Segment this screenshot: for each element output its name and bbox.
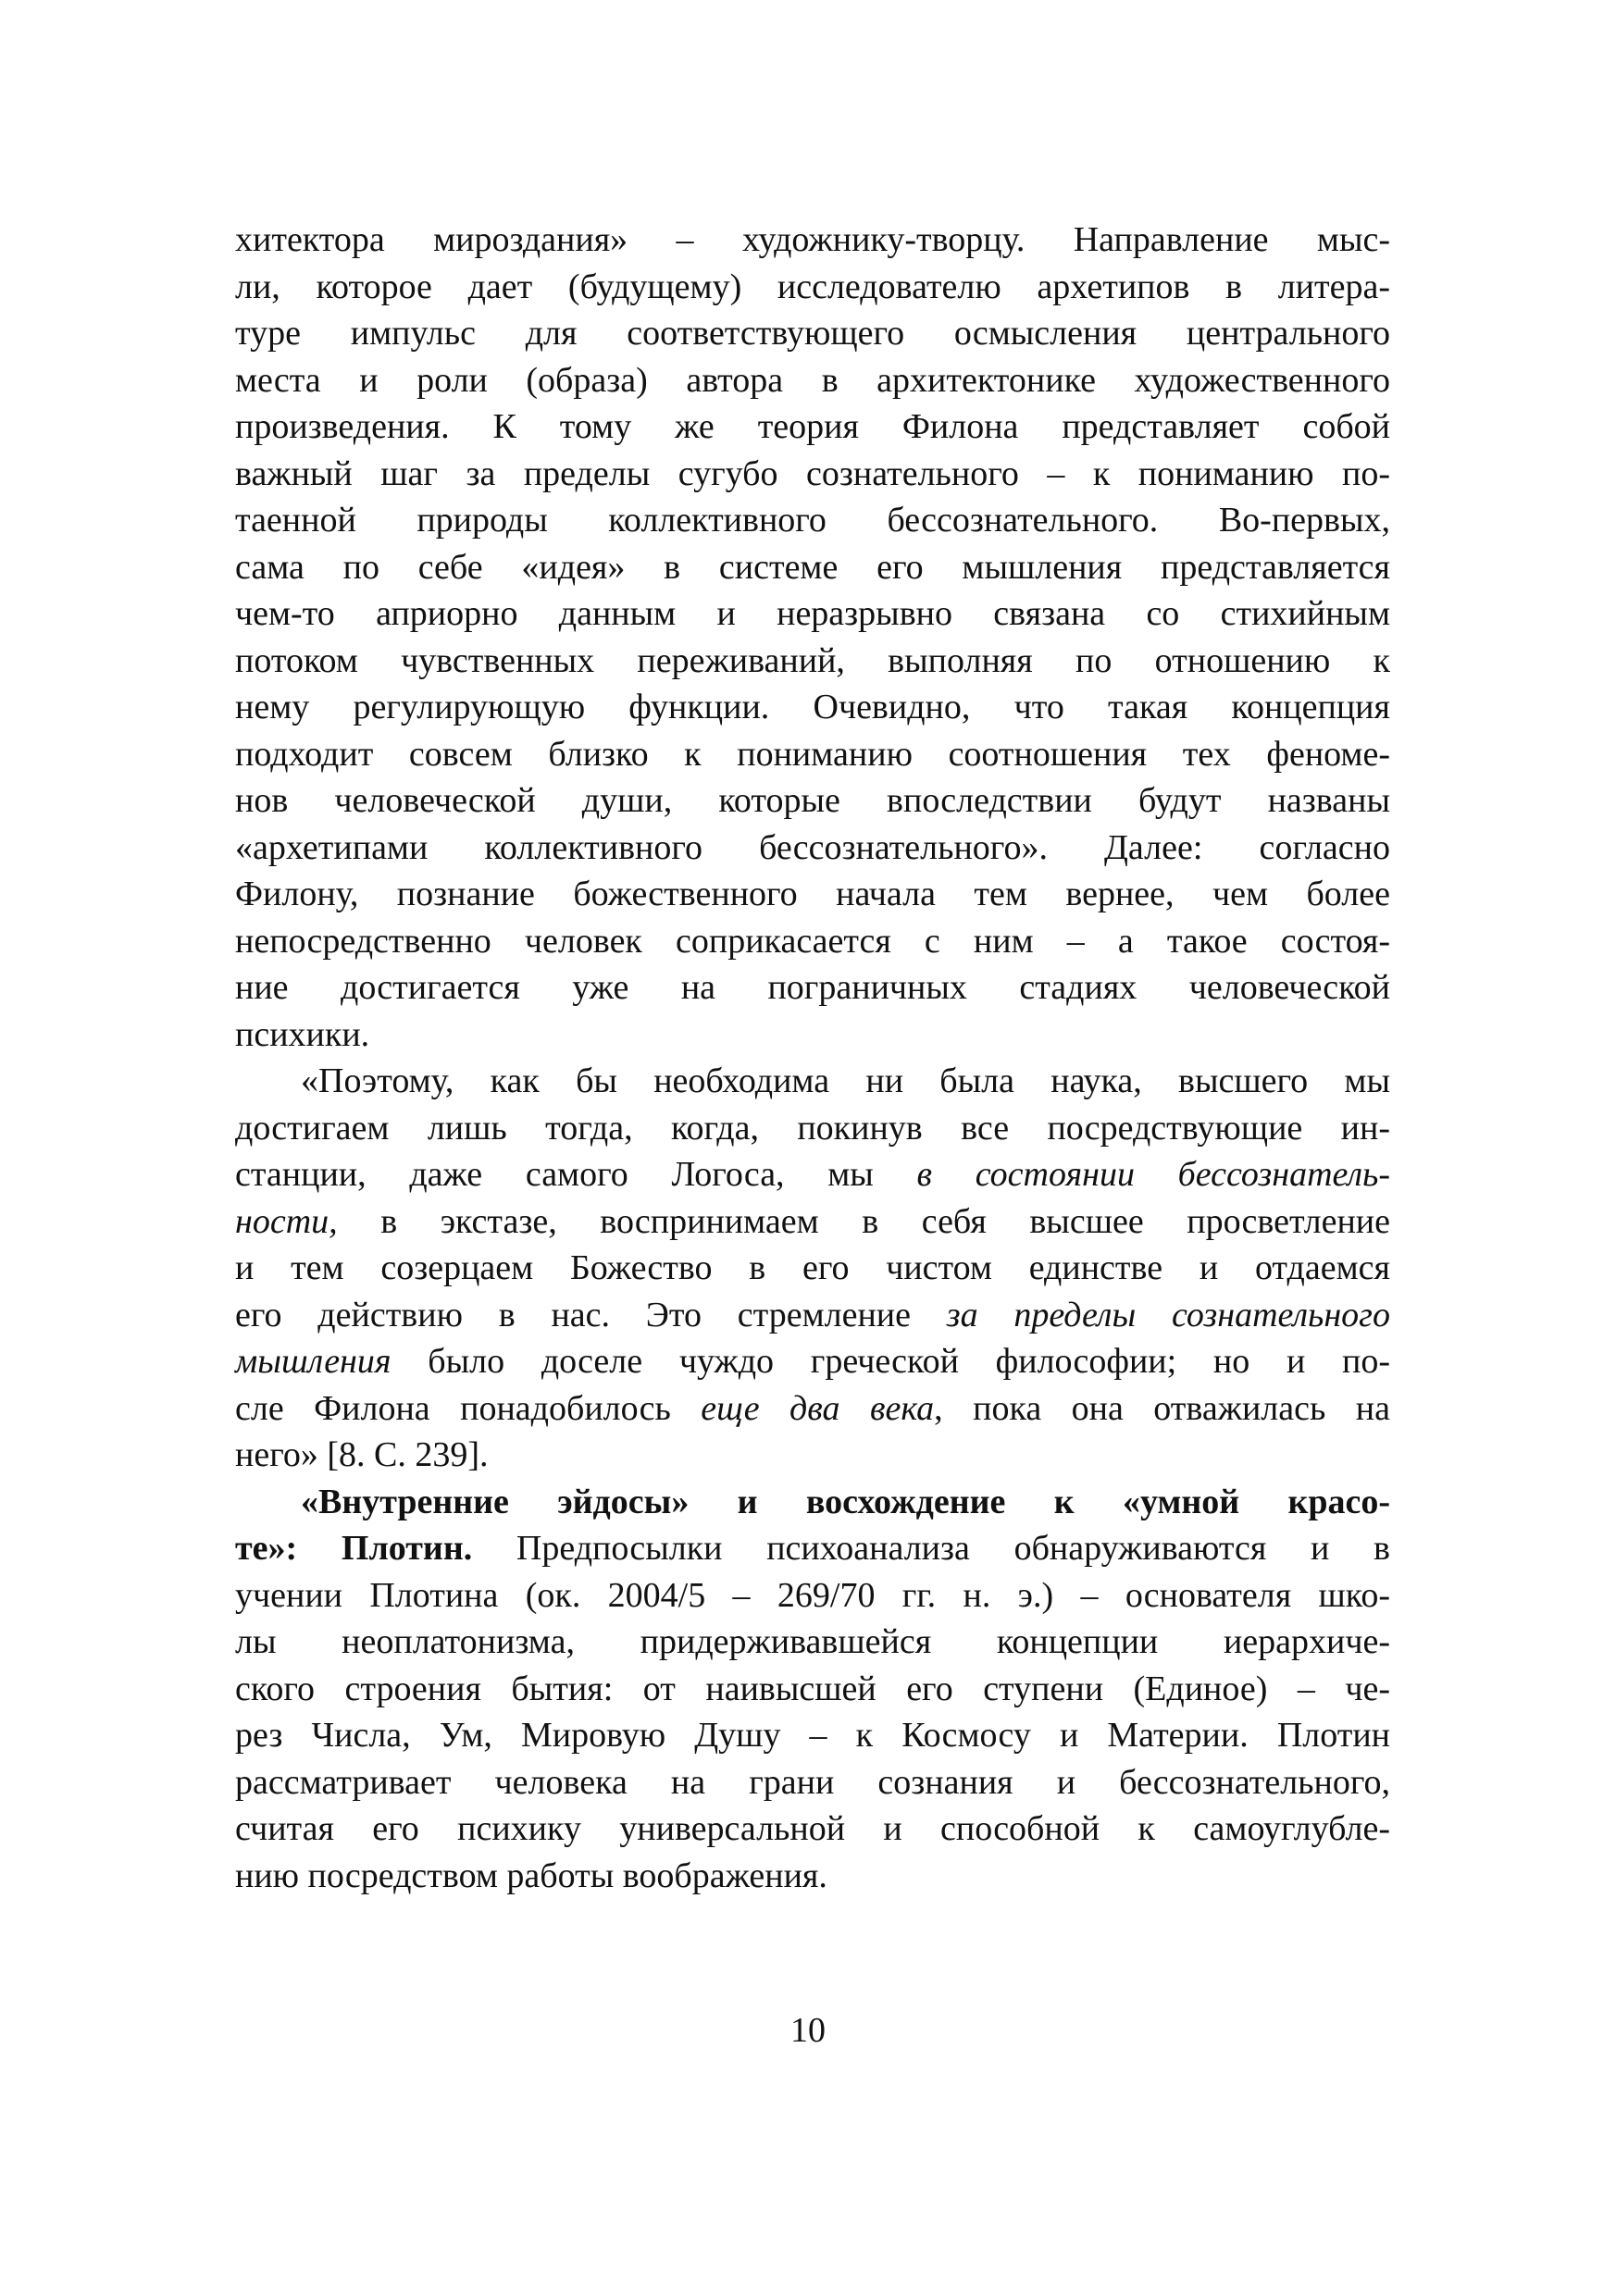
italic-text: еще два века	[701, 1388, 935, 1428]
text-line	[235, 310, 1390, 357]
text-line	[235, 1853, 1390, 1900]
text-segment: Филону, познание божественного начала тем вернее, чем более	[235, 875, 1390, 913]
text-line	[235, 871, 1390, 918]
italic-text: ности,	[235, 1201, 338, 1241]
body-text	[235, 217, 1390, 1899]
text-line	[235, 1759, 1390, 1806]
text-segment: «Поэтому, как бы необходима ни была наука, высшего мы	[301, 1061, 1390, 1100]
text-segment: ние достигается уже на пограничных стадиях человеческой	[235, 968, 1390, 1007]
text-line	[235, 403, 1390, 451]
text-segment: Предпосылки психоанализа обнаруживаются и в	[472, 1529, 1390, 1568]
text-segment: нию посредством работы воображения.	[235, 1855, 827, 1895]
text-line	[235, 731, 1390, 778]
text-line	[235, 825, 1390, 872]
text-segment: чем-то априорно данным и неразрывно связана со стихийным	[235, 594, 1390, 633]
text-line	[235, 1011, 1390, 1059]
text-segment: «архетипами коллективного бессознательного». Далее: согласно	[235, 827, 1390, 867]
text-line	[235, 1432, 1390, 1479]
text-line	[235, 357, 1390, 404]
text-line	[235, 1479, 1390, 1526]
text-line	[235, 1245, 1390, 1292]
text-segment: сама по себе «идея» в системе его мышления представляется	[235, 547, 1390, 587]
text-segment: рез Числа, Ум, Мировую Душу – к Космосу и Материи. Плотин	[235, 1716, 1390, 1755]
text-segment: нему регулирующую функции. Очевидно, что такая концепция	[235, 688, 1390, 726]
text-segment: ли, которое дает (будущему) исследователю архетипов в литера-	[235, 267, 1390, 306]
text-line	[235, 217, 1390, 264]
text-segment: сле Филона понадобилось	[235, 1388, 702, 1428]
text-segment: потоком чувственных переживаний, выполняя по отношению к	[235, 640, 1390, 680]
text-line	[235, 590, 1390, 638]
text-segment: него» [8. С. 239].	[235, 1435, 489, 1474]
text-line	[235, 1151, 1390, 1198]
text-segment: таенной природы коллективного бессознательного. Во-первых,	[235, 501, 1390, 540]
text-line	[235, 1525, 1390, 1572]
bold-text: те»: Плотин.	[235, 1529, 473, 1568]
text-segment: учении Плотина (ок. 2004/5 – 269/70 гг. н. э.) – основателя шко-	[235, 1575, 1390, 1615]
text-segment: станции, даже самого Логоса, мы	[235, 1155, 917, 1194]
text-line	[235, 497, 1390, 544]
paragraph	[235, 1058, 1390, 1479]
text-line	[235, 1806, 1390, 1853]
text-segment: рассматривает человека на грани сознания и бессознательного,	[235, 1762, 1390, 1802]
text-segment: , пока она отважилась на	[934, 1388, 1390, 1428]
text-segment: важный шаг за пределы сугубо сознательного – к пониманию по-	[235, 453, 1390, 493]
text-line	[235, 1058, 1390, 1105]
text-line	[235, 1572, 1390, 1620]
text-segment: нов человеческой души, которые впоследствии будут названы	[235, 781, 1390, 820]
text-segment: подходит совсем близко к пониманию соотношения тех феноме-	[235, 734, 1390, 774]
text-segment: хитектора мироздания» – художнику-творцу. Направление мыс-	[235, 220, 1390, 259]
bold-text: «Внутренние эйдосы» и восхождение к «умной красо-	[301, 1482, 1390, 1521]
text-segment: было доселе чуждо греческой философии; но и по-	[391, 1342, 1390, 1381]
text-line	[235, 964, 1390, 1011]
text-segment: психики.	[235, 1014, 370, 1054]
text-segment: достигаем лишь тогда, когда, покинув все посредствующие ин-	[235, 1108, 1390, 1148]
italic-text: за пределы сознательного	[946, 1295, 1390, 1334]
italic-text: мышления	[235, 1342, 392, 1381]
text-line	[235, 1105, 1390, 1152]
text-segment: лы неоплатонизма, придерживавшейся концепции иерархиче-	[235, 1622, 1390, 1661]
text-line	[235, 1385, 1390, 1433]
text-line	[235, 1619, 1390, 1666]
text-segment: непосредственно человек соприкасается с ним – а такое состоя-	[235, 921, 1390, 961]
text-segment: произведения. К тому же теория Филона представляет собой	[235, 407, 1390, 446]
text-line	[235, 264, 1390, 311]
text-line	[235, 638, 1390, 685]
text-segment: места и роли (образа) автора в архитектонике художественного	[235, 360, 1390, 400]
text-segment: и тем созерцаем Божество в его чистом единстве и отдаемся	[235, 1248, 1390, 1287]
text-segment: ского строения бытия: от наивысшей его ступени (Единое) – че-	[235, 1669, 1390, 1708]
text-line	[235, 684, 1390, 731]
text-line	[235, 544, 1390, 591]
italic-text: в состоянии бессознатель-	[916, 1155, 1390, 1194]
text-line	[235, 451, 1390, 498]
page-number: 10	[790, 2011, 826, 2050]
paragraph	[235, 217, 1390, 1058]
text-segment: его действию в нас. Это стремление	[235, 1295, 947, 1334]
text-line	[235, 1198, 1390, 1246]
text-line	[235, 1338, 1390, 1385]
text-segment: считая его психику универсальной и способной к самоуглубле-	[235, 1809, 1390, 1848]
text-segment: туре импульс для соответствующего осмысления центрального	[235, 314, 1390, 353]
text-segment: в экстазе, воспринимаем в себя высшее просветление	[337, 1201, 1390, 1241]
text-line	[235, 1666, 1390, 1713]
paragraph	[235, 1479, 1390, 1900]
text-line	[235, 1292, 1390, 1339]
text-line	[235, 1712, 1390, 1759]
text-line	[235, 777, 1390, 825]
text-line	[235, 918, 1390, 965]
